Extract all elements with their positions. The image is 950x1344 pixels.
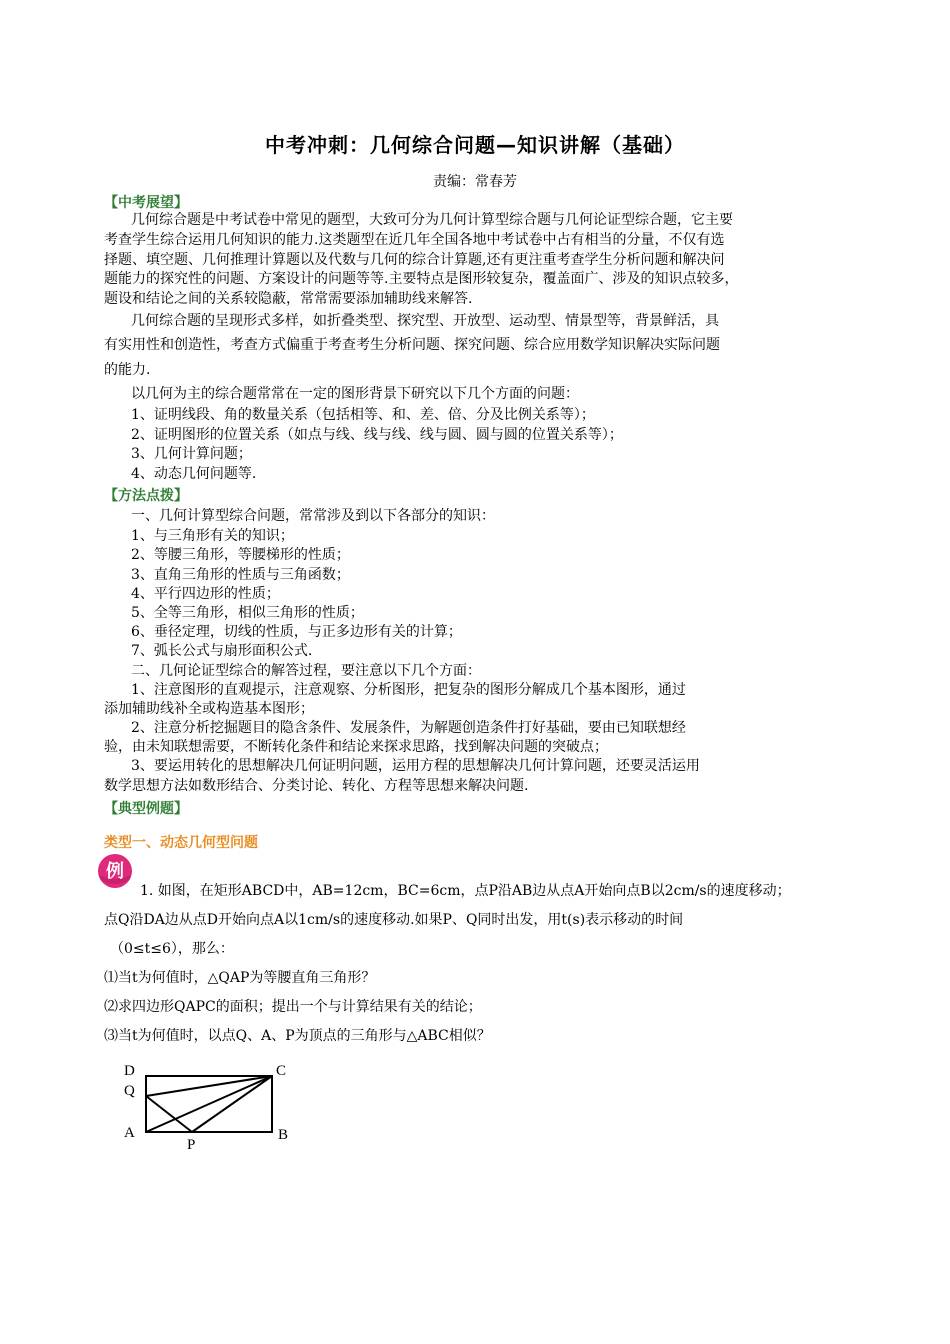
method-line: 1、注意图形的直观提示，注意观察、分析图形，把复杂的图形分解成几个基本图形，通过 <box>131 682 686 698</box>
method-line: 4、平行四边形的性质； <box>131 586 280 602</box>
method-line: 3、直角三角形的性质与三角函数； <box>131 567 350 583</box>
example-badge-text: 例 <box>106 861 124 882</box>
outlook-line: 择题、填空题、几何推理计算题以及代数与几何的综合计算题,还有更注重考查学生分析问题和解决问 <box>104 252 725 268</box>
method-line: 6、垂径定理，切线的性质，与正多边形有关的计算； <box>131 624 462 640</box>
method-line: 5、全等三角形，相似三角形的性质； <box>131 605 364 621</box>
segment-pc <box>192 1076 272 1132</box>
method-line: 数学思想方法如数形结合、分类讨论、转化、方程等思想来解决问题. <box>104 778 529 794</box>
outlook-line: 的能力. <box>104 362 151 378</box>
editor-credit: 责编：常春芳 <box>433 174 517 190</box>
outlook-line: 几何综合题的呈现形式多样，如折叠类型、探究型、开放型、运动型、情景型等，背景鲜活，具 <box>131 313 719 329</box>
method-line: 添加辅助线补全或构造基本图形； <box>104 701 314 717</box>
problem-question: ⑴当t为何值时，△QAP为等腰直角三角形？ <box>104 970 376 986</box>
rectangle-diagram <box>115 1058 315 1158</box>
outlook-line: 考查学生综合运用几何知识的能力.这类题型在近几年全国各地中考试卷中占有相当的分量，不仅有选 <box>104 232 725 248</box>
outlook-line: 以几何为主的综合题常常在一定的图形背景下研究以下几个方面的问题： <box>131 386 579 402</box>
method-line: 2、等腰三角形，等腰梯形的性质； <box>131 547 350 563</box>
problem-question: ⑵求四边形QAPC的面积；提出一个与计算结果有关的结论； <box>104 999 482 1015</box>
outlook-line: 几何综合题是中考试卷中常见的题型，大致可分为几何计算型综合题与几何论证型综合题，它主要 <box>131 212 733 228</box>
outlook-line: 2、证明图形的位置关系（如点与线、线与线、线与圆、圆与圆的位置关系等）； <box>131 427 623 443</box>
outlook-line: 有实用性和创造性，考查方式偏重于考查考生分析问题、探究问题、综合应用数学知识解决实际问题 <box>104 337 720 353</box>
problem-question: ⑶当t为何值时，以点Q、A、P为顶点的三角形与△ABC相似？ <box>104 1028 491 1044</box>
method-line: 1、与三角形有关的知识； <box>131 528 294 544</box>
method-line: 验，由未知联想需要，不断转化条件和结论来探求思路，找到解决问题的突破点； <box>104 739 608 755</box>
label-q: Q <box>124 1083 135 1099</box>
method-line: 一、几何计算型综合问题，常常涉及到以下各部分的知识： <box>131 508 495 524</box>
outlook-line: 题设和结论之间的关系较隐蔽，常常需要添加辅助线来解答. <box>104 291 473 307</box>
section-method-heading: 【方法点拨】 <box>104 488 188 504</box>
diagonal-ac <box>146 1076 272 1132</box>
outlook-line: 题能力的探究性的问题、方案设计的问题等等.主要特点是图形较复杂，覆盖面广、涉及的知识点较多， <box>104 271 739 287</box>
page-title: 中考冲刺：几何综合问题—知识讲解（基础） <box>265 133 685 157</box>
method-line: 3、要运用转化的思想解决几何证明问题，运用方程的思想解决几何计算问题，还要灵活运用 <box>131 758 700 774</box>
problem-line: 点Q沿DA边从点D开始向点A以1cm/s的速度移动.如果P、Q同时出发，用t(s)表示移动的时间 <box>104 912 684 928</box>
label-b: B <box>278 1127 289 1143</box>
label-p: P <box>187 1137 196 1153</box>
method-line: 2、注意分析挖掘题目的隐含条件、发展条件，为解题创造条件打好基础，要由已知联想经 <box>131 720 686 736</box>
method-line: 二、几何论证型综合的解答过程，要注意以下几个方面： <box>131 663 481 679</box>
type-heading: 类型一、动态几何型问题 <box>104 835 258 851</box>
label-a: A <box>124 1125 135 1141</box>
problem-line: 1. 如图，在矩形ABCD中，AB=12cm，BC=6cm，点P沿AB边从点A开始向点B以2cm/s的速度移动； <box>140 883 791 899</box>
outlook-line: 1、证明线段、角的数量关系（包括相等、和、差、倍、分及比例关系等）； <box>131 407 595 423</box>
label-c: C <box>276 1063 287 1079</box>
outlook-line: 3、几何计算问题； <box>131 446 252 462</box>
segment-qc <box>146 1076 272 1096</box>
section-examples-heading: 【典型例题】 <box>104 801 188 817</box>
outlook-line: 4、动态几何问题等. <box>131 466 257 482</box>
label-d: D <box>124 1063 135 1079</box>
method-line: 7、弧长公式与扇形面积公式. <box>131 643 313 659</box>
example-badge-icon <box>97 853 133 889</box>
section-outlook-heading: 【中考展望】 <box>104 195 188 211</box>
problem-line: （0≤t≤6），那么： <box>110 941 234 957</box>
